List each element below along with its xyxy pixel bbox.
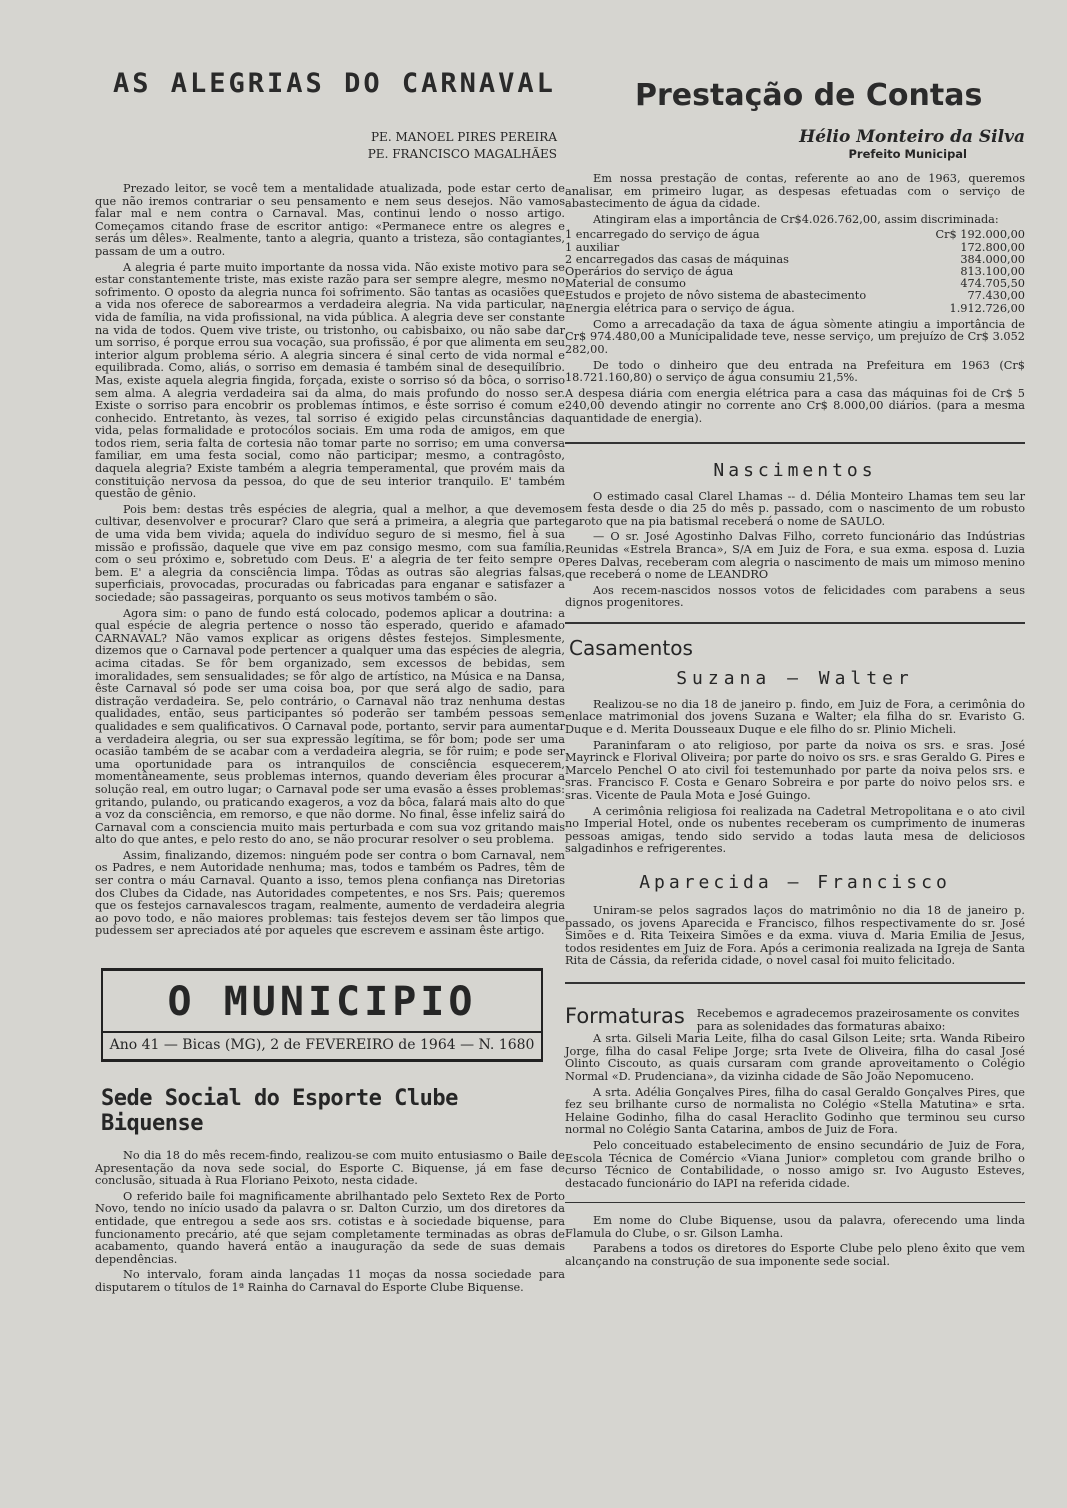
article-paragraph: A srta. Gilseli Maria Leite, filha do casal Gilson Leite; srta. Wanda Ribeiro Jorge, filha do casal Felipe Jorge; srta Ivete de Oliveira, filha do casal José Olinto Ciscouto, as quais cursaram com grande aproveitamento o Colégio Normal «D. Prudenciana», da vizinha cidade de São João Nepomuceno.: [565, 1032, 1025, 1083]
expense-value: 1.912.726,00: [949, 301, 1025, 315]
section-title-formaturas: Formaturas: [565, 1003, 685, 1028]
article-paragraph: De todo o dinheiro que deu entrada na Prefeitura em 1963 (Cr$ 18.721.160,80) o serviço de água consumiu 21,5%.: [565, 358, 1025, 385]
expense-row: [565, 242, 1025, 254]
article-paragraph: Prezado leitor, se você tem a mentalidade atualizada, pode estar certo de que não iremos contrariar o seu pensamento e nem seus desejos. Não vamos falar mal e nem contra o Carnaval. Mas, continui lendo o nosso artigo. Começamos citando frase de escritor antigo: «Permanece entre os alegres e serás um dêles». Realmente, tanto a alegria, quanto a tristeza, são contagiantes, passam de um a outro.: [95, 182, 565, 258]
left-column: [95, 68, 565, 1298]
expense-value: 474.705,50: [960, 277, 1025, 291]
article-paragraph: No intervalo, foram ainda lançadas 11 moças da nossa sociedade para disputarem o títulos de 1ª Rainha do Carnaval do Esporte Clube Biquense.: [95, 1268, 565, 1294]
article-paragraph: Atingiram elas a importância de Cr$4.026.762,00, assim discriminada:: [593, 212, 999, 226]
expense-item: Energia elétrica para o serviço de água.: [565, 301, 795, 315]
expense-row: [565, 229, 1025, 241]
article-paragraph: Em nossa prestação de contas, referente ao ano de 1963, queremos analisar, em primeiro lugar, as despesas efetuadas com o serviço de abastecimento de água da cidade.: [565, 172, 1025, 211]
expense-value: 172.800,00: [960, 240, 1025, 254]
article-paragraph: A cerimônia religiosa foi realizada na Cadetral Metropolitana e o ato civil no Imperial Hotel, onde os nubentes receberam os cumprimento de inumeras pessoas amigas, tendo sido servido a todas lauta mesa de deliciosos salgadinhos e refrigerentes.: [565, 804, 1025, 856]
article-title-prestacao: Prestação de Contas: [635, 78, 983, 113]
article-paragraph: — O sr. José Agostinho Dalvas Filho, correto funcionário das Indústrias Reunidas «Estrela Branca», S/A em Juiz de Fora, e sua exma. esposa d. Luzia Peres Dalvas, receberam com alegria o nascimento de mais um mimoso menino que receberá o nome de LEANDRO: [565, 530, 1025, 582]
author-name: Hélio Monteiro da Silva: [799, 127, 1025, 147]
article-paragraph: A alegria é parte muito importante da nossa vida. Não existe motivo para se estar constantemente triste, mas existe razão para ser sempre alegre, mesmo no sofrimento. O oposto da alegria nunca foi sofrimento. São tantas as ocasiões que a vida nos oferece de saborearmos a verdadeira alegria. Na vida particular, na vida de família, na vida profissional, na vida pública. A alegria deve ser constante na vida de todos. Quem vive triste, ou tristonho, ou cabisbaixo, ou não sabe dar um sorriso, é porque errou sua vocação, sua profissão, é por que alimenta em seu interior algum problema sério. A alegria sincera é sinal certo de vida normal e equilibrada. Como, aliás, o sorriso em demasia é também sinal de desequilíbrio. Mas, existe aquela alegria fingida, forçada, existe o sorriso só da bôca, o sorriso sem alma. A alegria verdadeira sai da alma, do mais profundo do nosso ser. Existe o sorriso para encobrir os problemas íntimos, e êste sorriso é comum e conhecido. Entretanto, às vezes, tal sorriso é exigido pelas circunstâncias da vida, pelas formalidade e protocólos sociais. Em uma roda de amigos, em que todos riem, seria falta de cortesia não tomar parte no sorriso; em uma conversa familiar, em uma festa social, como não participar; mesmo, a contragôsto, daquela alegria? Existe também a alegria temperamental, que provém mais da constituição nervosa da pessoa, do que de seu interior tranquilo. E' também questão de gênio.: [95, 260, 565, 501]
article-title-sede: Sede Social do Esporte Clube Biquense: [101, 1086, 458, 1137]
expense-item: Material de consumo: [565, 277, 686, 291]
article-paragraph: O referido baile foi magnificamente abrilhantado pelo Sexteto Rex de Porto Novo, tendo no início usado da palavra o sr. Dalton Curzio, um dos diretores da entidade, que entregou a sede aos srs. cotistas e à sociedade biquense, para funcionamento precário, até que sejam completamente terminadas as obras de acabamento, quando haverá então a inauguração da sede de suas demais dependências.: [95, 1189, 565, 1266]
author-line-2: PE. FRANCISCO MAGALHÃES: [367, 147, 557, 161]
expense-item: 2 encarregados das casas de máquinas: [565, 252, 789, 266]
section-divider: [565, 1202, 1025, 1203]
expense-value: 384.000,00: [960, 252, 1025, 266]
masthead-box: [101, 968, 543, 1062]
article-paragraph: A srta. Adélia Gonçalves Pires, filha do casal Geraldo Gonçalves Pires, que fez seu brilhante curso de normalista no Colégio «Stella Matutina» e srta. Helaine Godinho, filha do casal Heraclito Godinho que terminou seu curso normal no Colégio Santa Catarina, ambos de Juiz de Fora.: [565, 1085, 1025, 1137]
article-paragraph: No dia 18 do mês recem-findo, realizou-se com muito entusiasmo o Baile de Apresentação da nova sede social, do Esporte C. Biquense, já em fase de conclusão, situada à Rua Floriano Peixoto, nesta cidade.: [95, 1149, 565, 1188]
section-title-casamentos: Casamentos: [569, 635, 693, 660]
expense-value: 813.100,00: [960, 264, 1025, 278]
author-block: [565, 127, 1025, 161]
section-title-nascimentos: Nascimentos: [713, 459, 877, 481]
expense-row: [565, 303, 1025, 315]
author-line-1: PE. MANOEL PIRES PEREIRA: [370, 130, 557, 144]
article-paragraph: Parabens a todos os diretores do Esporte Clube pelo pleno êxito que vem alcançando na construção de sua imponente sede social.: [565, 1242, 1025, 1269]
article-title-alegrias: AS ALEGRIAS DO CARNAVAL: [113, 68, 556, 99]
article-paragraph: Assim, finalizando, dizemos: ninguém pode ser contra o bom Carnaval, nem os Padres, e nem Autoridade nenhuma; mas, todos e também os Padres, têm de ser contra o máu Carnaval. Quanto a isso, temos plena confiança nas Diretorias dos Clubes da Cidade, nas Autoridades competentes, e nos Srs. Pais; queremos que os festejos carnavalescos tragam, realmente, aumento de verdadeira alegria ao povo todo, e não maiores problemas: tais festejos devem ser tão limpos que pudessem ser apreciados até por aqueles que escrevem e assinam êste artigo.: [95, 848, 565, 938]
section-divider: [565, 442, 1025, 444]
expense-item: 1 encarregado do serviço de água: [565, 228, 760, 242]
author-title: Prefeito Municipal: [848, 147, 967, 161]
article-paragraph: Agora sim: o pano de fundo está colocado, podemos aplicar a doutrina: a qual espécie de alegria pertence o nosso tão esperado, querido e afamado CARNAVAL? Não vamos explicar as origens dêstes festejos. Simplesmente, dizemos que o Carnaval pode pertencer a qualquer uma das espécies de alegria, acima citadas. Se fôr bem organizado, sem excessos de bebidas, sem imoralidades, sem sensualidades; se fôr algo de artístico, na Música e na Dansa, êste Carnaval só pode ser uma coisa boa, por que será algo de sadio, para distração verdadeira. Se, pelo contrário, o Carnaval não traz nenhuma destas qualidades, então, seus participantes só poderão ser também pessoas sem qualidades e sem qualificativos. O Carnaval pode, portanto, servir para aumentar a verdadeira alegria, ou ser sua expressão legítima, se fôr bom; pode ser uma ocasião também de se acabar com a verdadeira alegria, se fôr ruim; e pode ser uma oportunidade para os intranquilos de consciência esquecerem, momentâneamente, seus problemas internos, quando deveriam êles procurar a solução real, em outro lugar; o Carnaval pode ser uma evasão a êsses problemas: gritando, pulando, ou praticando exageros, a voz da bôca, falará mais alto do que a voz da consciência, em remorso, e que não dorme. No final, êsse infeliz sairá do Carnaval com a consciencia muito mais perturbada e com sua voz gritando mais alto do que antes, e pelo resto do ano, se não procurar resolver o seu problema.: [95, 606, 565, 847]
article-paragraph: Paraninfaram o ato religioso, por parte da noiva os srs. e sras. José Mayrinck e Florival Oliveira; por parte do noivo os srs. e sras Geraldo G. Pires e Marcelo Penchel O ato civil foi testemunhado por parte da noiva pelos srs. e sras. Francisco F. Costa e Genaro Sobreira e por parte do noivo pelos srs. e sras. Vicente de Paula Mota e José Guingo.: [565, 738, 1025, 803]
expense-item: 1 auxiliar: [565, 240, 620, 254]
article-paragraph: Em nome do Clube Biquense, usou da palavra, oferecendo uma linda Flamula do Clube, o sr. Gilson Lamha.: [565, 1214, 1025, 1240]
expense-table: [565, 229, 1025, 314]
article-paragraph: Aos recem-nascidos nossos votos de felicidades com parabens a seus dignos progenitores.: [565, 583, 1025, 610]
formaturas-header: [565, 1004, 1025, 1033]
article-paragraph: Como a arrecadação da taxa de água sòmente atingiu a importância de Cr$ 974.480,00 a Municipalidade teve, nesse serviço, um prejuízo de Cr$ 3.052 282,00.: [565, 317, 1025, 356]
article-paragraph: A despesa diária com energia elétrica para a casa das máquinas foi de Cr$ 5 240,00 devendo atingir no corrente ano Cr$ 8.000,00 diários. (para a mesma quantidade de energia).: [565, 386, 1025, 425]
section-divider: [565, 982, 1025, 984]
expense-item: Operários do serviço de água: [565, 264, 734, 278]
expense-row: [565, 290, 1025, 302]
article-paragraph: Uniram-se pelos sagrados laços do matrimônio no dia 18 de janeiro p. passado, os jovens Aparecida e Francisco, filhos respectivamente do sr. José Simões e d. Rita Teixeira Simões e da exma. viuva d. Maria Emilia de Jesus, todos residentes em Juiz de Fora. Após a cerimonia realizada na Igreja de Santa Rita de Cássia, da referida cidade, o novel casal foi muito felicitado.: [565, 904, 1025, 968]
right-column: [565, 72, 1025, 1272]
expense-value: Cr$ 192.000,00: [935, 228, 1025, 242]
expense-value: 77.430,00: [967, 289, 1025, 303]
article-paragraph: Realizou-se no dia 18 de janeiro p. findo, em Juiz de Fora, a cerimônia do enlace matrimonial dos jovens Suzana e Walter; ela filha do sr. Evaristo G. Duque e d. Merita Dousseaux Duque e ele filho do sr. Plinio Micheli.: [565, 697, 1025, 737]
couple-title-1: Suzana — Walter: [676, 667, 914, 689]
article-paragraph: Pois bem: destas três espécies de alegria, qual a melhor, a que devemos cultivar, desenvolver e procurar? Claro que será a primeira, a alegria que parte de uma vida bem vivida; aquela do indivíduo seguro de si mesmo, fiel à sua missão e profissão, daquele que vive em paz consigo mesmo, com sua família, com o seu próximo e, sobretudo com Deus. E' a alegria de ter feito sempre o bem. E' a alegria da consciência limpa. Tôdas as outras são alegrias falsas, superficiais, provocadas, procuradas ou fabricadas para enganar e satisfazer a sociedade; são passageiras, porquanto os seus motivos também o são.: [95, 502, 565, 604]
newspaper-name: O MUNICIPIO: [167, 979, 477, 1026]
expense-item: Estudos e projeto de nôvo sistema de abastecimento: [565, 289, 867, 303]
section-divider: [565, 622, 1025, 624]
article-paragraph: Pelo conceituado estabelecimento de ensino secundário de Juiz de Fora, Escola Técnica de Comércio «Viana Junior» completou com grande brilho o curso Técnico de Contabilidade, o nosso amigo sr. Ivo Augusto Esteves, destacado funcionário do IAPI na referida cidade.: [565, 1138, 1025, 1190]
formaturas-intro: Recebemos e agradecemos prazeirosamente os convites para as solenidades das formaturas abaixo:: [696, 1006, 1020, 1033]
couple-title-2: Aparecida — Francisco: [639, 872, 951, 894]
issue-info: Ano 41 — Bicas (MG), 2 de FEVEREIRO de 1964 — N. 1680: [103, 1031, 541, 1053]
article-paragraph: O estimado casal Clarel Lhamas -- d. Délia Monteiro Lhamas tem seu lar em festa desde o dia 25 do mês p. passado, com o nascimento de um robusto garoto que na pia batismal receberá o nome de SAULO.: [565, 489, 1025, 528]
